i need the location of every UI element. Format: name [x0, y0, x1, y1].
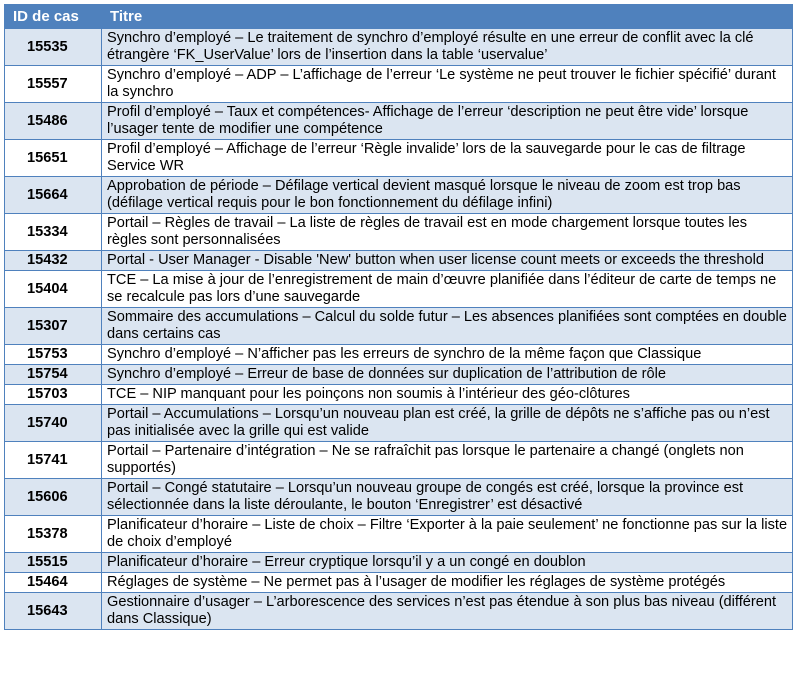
table-row — [5, 516, 793, 553]
case-title-cell: Planificateur d’horaire – Erreur cryptique lorsqu’il y a un congé en doublon — [102, 553, 793, 573]
case-id-cell: 15753 — [5, 345, 102, 365]
table-row — [5, 29, 793, 66]
table-row — [5, 271, 793, 308]
case-title-cell: Approbation de période – Défilage vertical devient masqué lorsque le niveau de zoom est trop bas (défilage vertical requis pour le bon fonctionnement du défilage infini) — [102, 177, 793, 214]
case-title-cell: Synchro d’employé – N’afficher pas les erreurs de synchro de la même façon que Classique — [102, 345, 793, 365]
table-row — [5, 308, 793, 345]
case-id-cell: 15651 — [5, 140, 102, 177]
table-row — [5, 251, 793, 271]
table-row — [5, 103, 793, 140]
table-row — [5, 405, 793, 442]
case-id-cell: 15515 — [5, 553, 102, 573]
case-id-cell: 15535 — [5, 29, 102, 66]
case-title-cell: Réglages de système – Ne permet pas à l’usager de modifier les réglages de système protégés — [102, 573, 793, 593]
case-title-cell: TCE – NIP manquant pour les poinçons non soumis à l’intérieur des géo-clôtures — [102, 385, 793, 405]
case-id-cell: 15664 — [5, 177, 102, 214]
case-title-cell: Portail – Partenaire d’intégration – Ne se rafraîchit pas lorsque le partenaire a changé (onglets non supportés) — [102, 442, 793, 479]
case-title-cell: Synchro d’employé – ADP – L’affichage de l’erreur ‘Le système ne peut trouver le fichier spécifié’ durant la synchro — [102, 66, 793, 103]
case-id-cell: 15740 — [5, 405, 102, 442]
table-row — [5, 593, 793, 630]
case-title-cell: Portail – Congé statutaire – Lorsqu’un nouveau groupe de congés est créé, lorsque la province est sélectionnée dans la liste déroulante, le bouton ‘Enregistrer’ est désactivé — [102, 479, 793, 516]
table-row — [5, 385, 793, 405]
case-id-cell: 15643 — [5, 593, 102, 630]
case-title-cell: Portail – Règles de travail – La liste de règles de travail est en mode chargement lorsque toutes les règles sont personnalisées — [102, 214, 793, 251]
case-id-cell: 15464 — [5, 573, 102, 593]
cases-table — [4, 4, 793, 630]
table-row — [5, 442, 793, 479]
table-row — [5, 553, 793, 573]
table-row — [5, 573, 793, 593]
case-id-cell: 15334 — [5, 214, 102, 251]
table-row — [5, 140, 793, 177]
table-row — [5, 365, 793, 385]
column-header-id: ID de cas — [5, 5, 102, 29]
table-body — [5, 29, 793, 630]
case-id-cell: 15307 — [5, 308, 102, 345]
table-row — [5, 177, 793, 214]
case-id-cell: 15404 — [5, 271, 102, 308]
table-row — [5, 345, 793, 365]
column-header-title: Titre — [102, 5, 793, 29]
case-title-cell: Portail – Accumulations – Lorsqu’un nouveau plan est créé, la grille de dépôts ne s’affiche pas ou n’est pas initialisée avec la grille qui est valide — [102, 405, 793, 442]
case-id-cell: 15606 — [5, 479, 102, 516]
case-id-cell: 15486 — [5, 103, 102, 140]
case-title-cell: Sommaire des accumulations – Calcul du solde futur – Les absences planifiées sont comptées en double dans certains cas — [102, 308, 793, 345]
case-id-cell: 15378 — [5, 516, 102, 553]
case-title-cell: Synchro d’employé – Le traitement de synchro d’employé résulte en une erreur de conflit avec la clé étrangère ‘FK_UserValue’ lors de l’insertion dans la table ‘uservalue’ — [102, 29, 793, 66]
case-title-cell: Portal - User Manager - Disable 'New' button when user license count meets or exceeds the threshold — [102, 251, 793, 271]
table-header-row — [5, 5, 793, 29]
case-title-cell: Profil d’employé – Taux et compétences- Affichage de l’erreur ‘description ne peut être vide’ lorsque l’usager tente de modifier une compétence — [102, 103, 793, 140]
case-id-cell: 15741 — [5, 442, 102, 479]
case-id-cell: 15703 — [5, 385, 102, 405]
case-title-cell: Planificateur d’horaire – Liste de choix – Filtre ‘Exporter à la paie seulement’ ne fonctionne pas sur la liste de choix d’employé — [102, 516, 793, 553]
table-row — [5, 66, 793, 103]
case-title-cell: Profil d’employé – Affichage de l’erreur ‘Règle invalide’ lors de la sauvegarde pour le cas de filtrage Service WR — [102, 140, 793, 177]
table-row — [5, 479, 793, 516]
table-row — [5, 214, 793, 251]
case-id-cell: 15754 — [5, 365, 102, 385]
case-title-cell: TCE – La mise à jour de l’enregistrement de main d’œuvre planifiée dans l’éditeur de carte de temps ne se recalcule pas lors d’une sauvegarde — [102, 271, 793, 308]
case-title-cell: Synchro d’employé – Erreur de base de données sur duplication de l’attribution de rôle — [102, 365, 793, 385]
case-id-cell: 15557 — [5, 66, 102, 103]
case-id-cell: 15432 — [5, 251, 102, 271]
case-title-cell: Gestionnaire d’usager – L’arborescence des services n’est pas étendue à son plus bas niveau (différent dans Classique) — [102, 593, 793, 630]
